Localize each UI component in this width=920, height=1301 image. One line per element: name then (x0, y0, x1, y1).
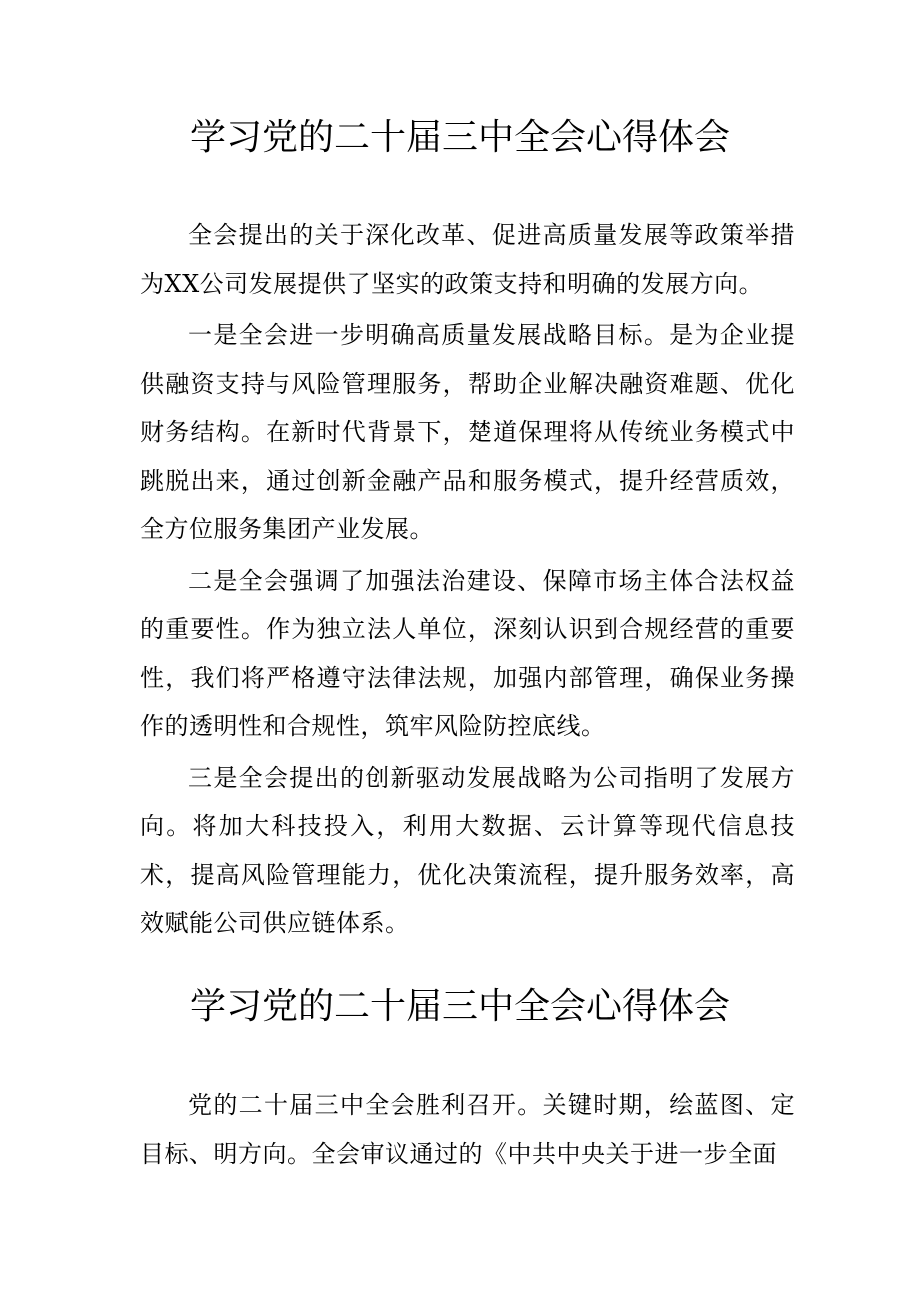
body-paragraph: 一是全会进一步明确高质量发展战略目标。是为企业提供融资支持与风险管理服务，帮助企业解决融资难题、优化财务结构。在新时代背景下，楚道保理将从传统业务模式中跳脱出来，通过创新金融产品和服务模式，提升经营质效，全方位服务集团产业发展。 (140, 321, 795, 543)
document-title: 学习党的二十届三中全会心得体会 (189, 117, 730, 158)
second-document-body (140, 1081, 795, 1181)
body-paragraph: 三是全会提出的创新驱动发展战略为公司指明了发展方向。将加大科技投入，利用大数据、云计算等现代信息技术，提高风险管理能力，优化决策流程，提升服务效率，高效赋能公司供应链体系。 (140, 763, 795, 937)
body-paragraph: 全会提出的关于深化改革、促进高质量发展等政策举措为XX公司发展提供了坚实的政策支持和明确的发展方向。 (140, 221, 795, 298)
document-body (140, 211, 795, 951)
body-paragraph: 党的二十届三中全会胜利召开。关键时期，绘蓝图、定目标、明方向。全会审议通过的《中共中央关于进一步全面 (140, 1091, 795, 1168)
second-document-title: 学习党的二十届三中全会心得体会 (189, 986, 730, 1027)
body-paragraph: 二是全会强调了加强法治建设、保障市场主体合法权益的重要性。作为独立法人单位，深刻认识到合规经营的重要性，我们将严格遵守法律法规，加强内部管理，确保业务操作的透明性和合规性，筑牢风险防控底线。 (140, 566, 795, 740)
